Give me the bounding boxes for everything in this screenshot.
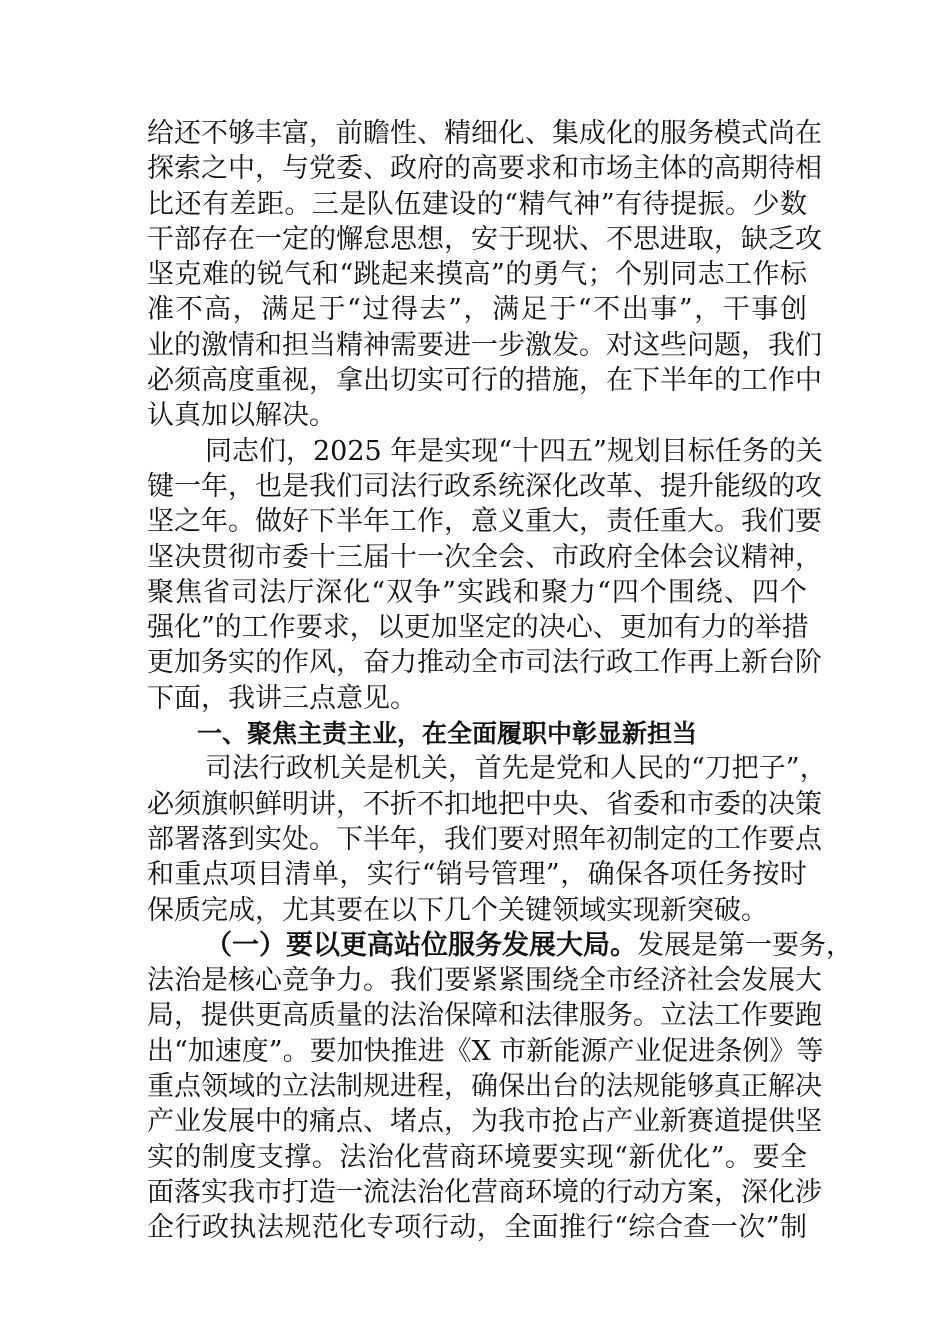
paragraph-line: 企行政执法规范化专项行动，全面推行“综合查一次”制	[147, 1212, 807, 1244]
paragraph-line: 干部存在一定的懈怠思想，安于现状、不思进取，缺乏攻	[147, 223, 822, 255]
paragraph-line: 出“加速度”。要加快推进《X 市新能源产业促进条例》等	[147, 1035, 824, 1067]
paragraph-line: 聚焦省司法厅深化“双争”实践和聚力“四个围绕、四个	[147, 576, 807, 608]
paragraph-line: 给还不够丰富，前瞻性、精细化、集成化的服务模式尚在	[147, 118, 822, 149]
paragraph-line: 业的激情和担当精神需要进一步激发。对这些问题，我们	[147, 329, 822, 361]
paragraph-line: 法治是核心竞争力。我们要紧紧围绕全市经济社会发展大	[147, 965, 822, 997]
paragraph-line: 司法行政机关是机关，首先是党和人民的“刀把子”，	[205, 753, 827, 785]
paragraph-line: 重点领域的立法制规进程，确保出台的法规能够真正解决	[147, 1071, 822, 1103]
paragraph-line: 局，提供更高质量的法治保障和法律服务。立法工作要跑	[147, 1000, 822, 1032]
paragraph-line: 坚之年。做好下半年工作，意义重大，责任重大。我们要	[147, 506, 822, 538]
document-body	[147, 116, 853, 1246]
paragraph-line: 部署落到实处。下半年，我们要对照年初制定的工作要点	[147, 823, 822, 855]
paragraph-line: 必须旗帜鲜明讲，不折不扣地把中央、省委和市委的决策	[147, 788, 822, 820]
paragraph-line: 实的制度支撑。法治化营商环境要实现“新优化”。要全	[147, 1141, 807, 1173]
paragraph-line: 下面，我讲三点意见。	[147, 682, 417, 714]
paragraph-line: 强化”的工作要求，以更加坚定的决心、更加有力的举措	[147, 612, 809, 644]
paragraph-text: 发展是第一要务，	[637, 929, 853, 961]
paragraph-line: 探索之中，与党委、政府的高要求和市场主体的高期待相	[147, 153, 822, 185]
paragraph-line: 认真加以解决。	[147, 400, 336, 432]
paragraph-line: 面落实我市打造一流法治化营商环境的行动方案，深化涉	[147, 1176, 822, 1208]
paragraph-line-with-lead	[147, 928, 853, 963]
paragraph-line: 保质完成，尤其要在以下几个关键领域实现新突破。	[147, 894, 768, 926]
paragraph-line: 比还有差距。三是队伍建设的“精气神”有待提振。少数	[147, 188, 807, 220]
paragraph-line: 键一年，也是我们司法行政系统深化改革、提升能级的攻	[147, 470, 822, 502]
subsection-lead: （一）要以更高站位服务发展大局。	[205, 929, 637, 961]
paragraph-line: 坚决贯彻市委十三届十一次全会、市政府全体会议精神，	[147, 541, 822, 573]
paragraph-line: 必须高度重视，拿出切实可行的措施，在下半年的工作中	[147, 365, 822, 397]
paragraph-line: 坚克难的锐气和“跳起来摸高”的勇气；个别同志工作标	[147, 259, 807, 291]
paragraph-line: 产业发展中的痛点、堵点，为我市抢占产业新赛道提供坚	[147, 1106, 822, 1138]
section-heading: 一、聚焦主责主业，在全面履职中彰显新担当	[197, 719, 698, 749]
paragraph-line: 更加务实的作风，奋力推动全市司法行政工作再上新台阶	[147, 647, 822, 679]
paragraph-line: 和重点项目清单，实行“销号管理”，确保各项任务按时	[147, 859, 807, 891]
paragraph-line: 准不高，满足于“过得去”，满足于“不出事”，干事创	[147, 294, 807, 326]
paragraph-line: 同志们，2025 年是实现“十四五”规划目标任务的关	[205, 435, 823, 467]
